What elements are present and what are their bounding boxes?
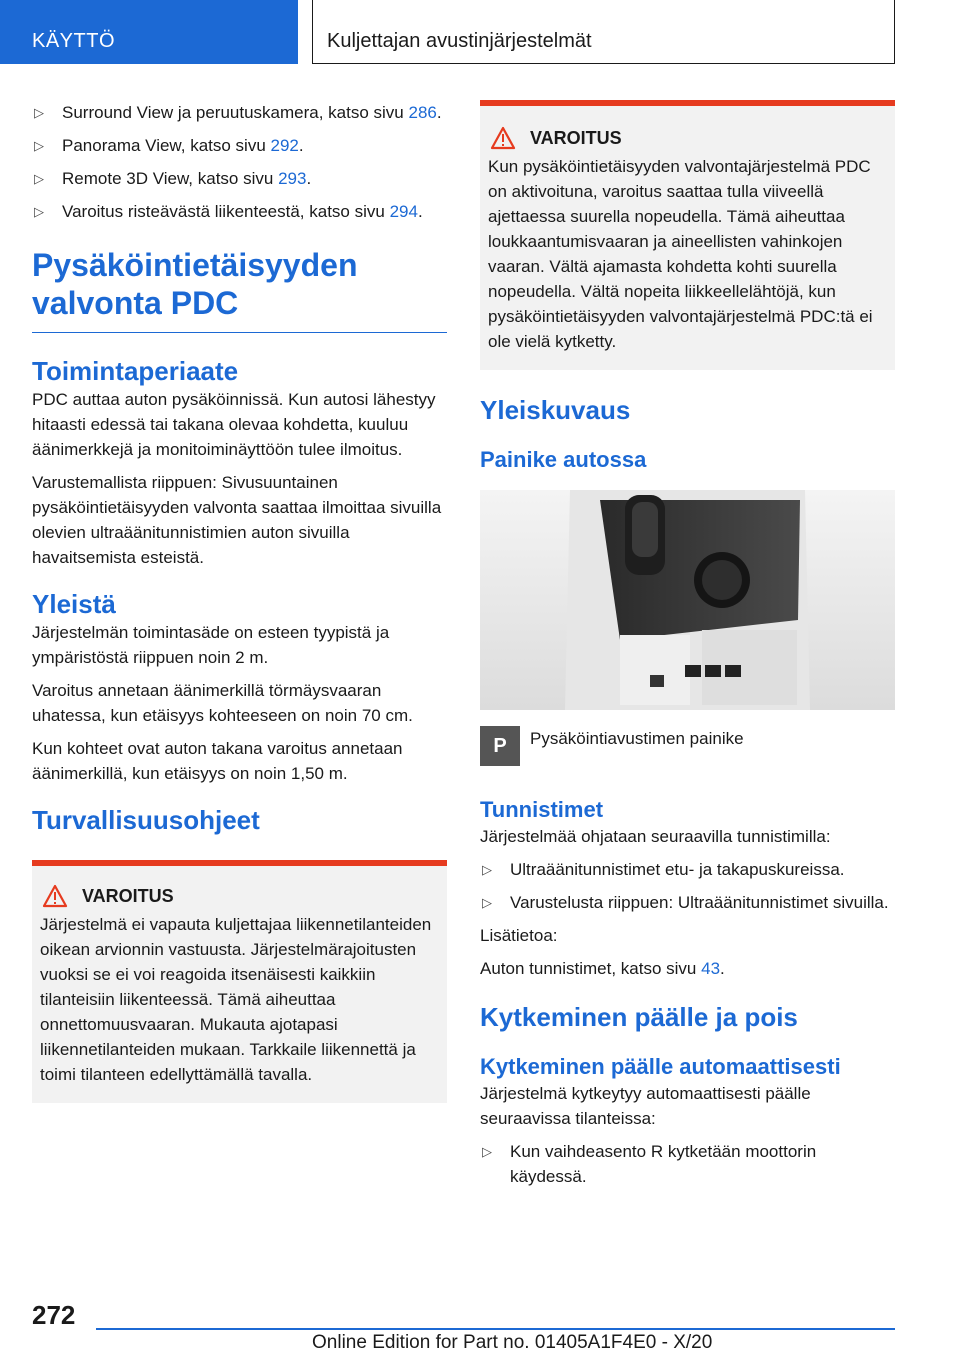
paragraph: Järjestelmä kytkeytyy automaattisesti päälle seuraavissa tilanteissa: (480, 1084, 811, 1128)
right-column (480, 100, 895, 1197)
heading-principle: Toimintaperiaate (32, 356, 239, 386)
warning-text: Järjestelmä ei vapauta kuljettajaa liikennetilanteiden oikean arvionnin vastuusta. Järjestelmärajoitusten vuoksi se ei voi reagoida itsenäisesti kaikkiin tilanteisiin liikenteessä. Tämä aiheuttaa onnettomuusvaaran. Mukauta ajotapasi liikennetilanteiden mukaan. Tarkkaile liikennettä ja toimi tilanteen edellyttämällä tavalla. (40, 915, 432, 1084)
footer-edition: Online Edition for Part no. 01405A1F4E0 - X/20 (312, 1332, 713, 1353)
paragraph: Varoitus annetaan äänimerkillä törmäysvaaran uhatessa, kun etäisyys kohteeseen on noin 70 cm. (32, 681, 413, 725)
warning-text: Kun pysäköintietäisyyden valvontajärjestelmä PDC on aktivoituna, varoitus saattaa tulla viiveellä ajettaessa suurella nopeudella. Tämä aiheuttaa loukkaantumisvaaran ja aineellisten vahinkojen vaaran. Vältä ajamasta kohdetta kohti suurella nopeudella. Vältä nopeita liikkeellelähtöjä, kun pysäköintietäisyyden valvontajärjestelmä PDC:tä ei ole vielä kytketty. (488, 157, 873, 351)
page-number: 272 (32, 1300, 76, 1330)
footer-rule (96, 1328, 895, 1330)
list-item: ▷ Remote 3D View, katso sivu 293. (32, 166, 447, 191)
bullet-triangle-icon: ▷ (34, 138, 44, 153)
warning-box (32, 860, 447, 1103)
list-item: ▷ Surround View ja peruutuskamera, katso sivu 286. (32, 100, 447, 125)
paragraph: Järjestelmän toimintasäde on esteen tyypistä ja ympäristöstä riippuen noin 2 m. (32, 623, 390, 667)
warning-title: VAROITUS (40, 884, 439, 908)
paragraph: Järjestelmää ohjataan seuraavilla tunnistimilla: (480, 827, 831, 846)
bullet-triangle-icon: ▷ (482, 862, 492, 877)
left-column (32, 100, 447, 1103)
header-section: KÄYTTÖ (32, 30, 116, 52)
page-link[interactable]: 286 (408, 103, 437, 122)
page-link[interactable]: 43 (701, 959, 721, 978)
warning-triangle-icon (42, 884, 68, 908)
page-title: Pysäköintietäisyyden valvonta PDC (32, 247, 358, 321)
heading-sensors: Tunnistimet (480, 797, 604, 822)
heading-button: Painike autossa (480, 447, 647, 472)
paragraph: Kun kohteet ovat auton takana varoitus annetaan äänimerkillä, kun etäisyys on noin 1,50 m. (32, 739, 403, 783)
bullet-triangle-icon: ▷ (34, 204, 44, 219)
warning-triangle-icon (490, 126, 516, 150)
page-link[interactable]: 292 (270, 136, 299, 155)
paragraph: PDC auttaa auton pysäköinnissä. Kun autosi lähestyy hitaasti edessä tai takana olevaa kohdetta, kuuluu äänimerkkejä ja monitoiminäyttöön tulee ilmoitus. (32, 390, 436, 459)
warning-box (480, 100, 895, 370)
gear-console-illustration (480, 490, 895, 710)
parking-assistant-icon: P (480, 726, 520, 766)
paragraph: Lisätietoa: (480, 926, 558, 945)
heading-overview: Yleiskuvaus (480, 395, 631, 425)
heading-general: Yleistä (32, 589, 116, 619)
legend-text: Pysäköintiavustimen painike (530, 729, 744, 748)
console-photo (480, 490, 895, 710)
legend (480, 726, 895, 766)
list-item: ▷ Kun vaihdeasento R kytketään moottorin käydessä. (480, 1139, 895, 1189)
paragraph: Auton tunnistimet, katso sivu 43. (480, 959, 725, 978)
title-rule (32, 332, 447, 333)
paragraph: Varustemallista riippuen: Sivusuuntainen pysäköintietäisyyden valvonta saattaa ilmoittaa sivuilla olevien ultraäänitunnistimien auton sivuilla havaitsemista esteistä. (32, 473, 442, 567)
header-chapter-tab (312, 0, 895, 64)
bullet-triangle-icon: ▷ (482, 895, 492, 910)
page-link[interactable]: 294 (389, 202, 418, 221)
warning-title: VAROITUS (488, 126, 887, 150)
header-section-tab (0, 0, 298, 64)
header-chapter: Kuljettajan avustinjärjestelmät (327, 30, 592, 52)
page-link[interactable]: 293 (278, 169, 307, 188)
heading-switch: Kytkeminen päälle ja pois (480, 1002, 798, 1032)
bullet-triangle-icon: ▷ (34, 171, 44, 186)
list-item: ▷ Varustelusta riippuen: Ultraäänitunnistimet sivuilla. (480, 890, 895, 915)
bullet-triangle-icon: ▷ (482, 1144, 492, 1159)
list-item: ▷ Varoitus risteävästä liikenteestä, katso sivu 294. (32, 199, 447, 224)
heading-safety: Turvallisuusohjeet (32, 805, 260, 835)
list-item: ▷ Panorama View, katso sivu 292. (32, 133, 447, 158)
bullet-triangle-icon: ▷ (34, 105, 44, 120)
heading-auto: Kytkeminen päälle automaattisesti (480, 1054, 841, 1079)
list-item: ▷ Ultraäänitunnistimet etu- ja takapuskureissa. (480, 857, 895, 882)
